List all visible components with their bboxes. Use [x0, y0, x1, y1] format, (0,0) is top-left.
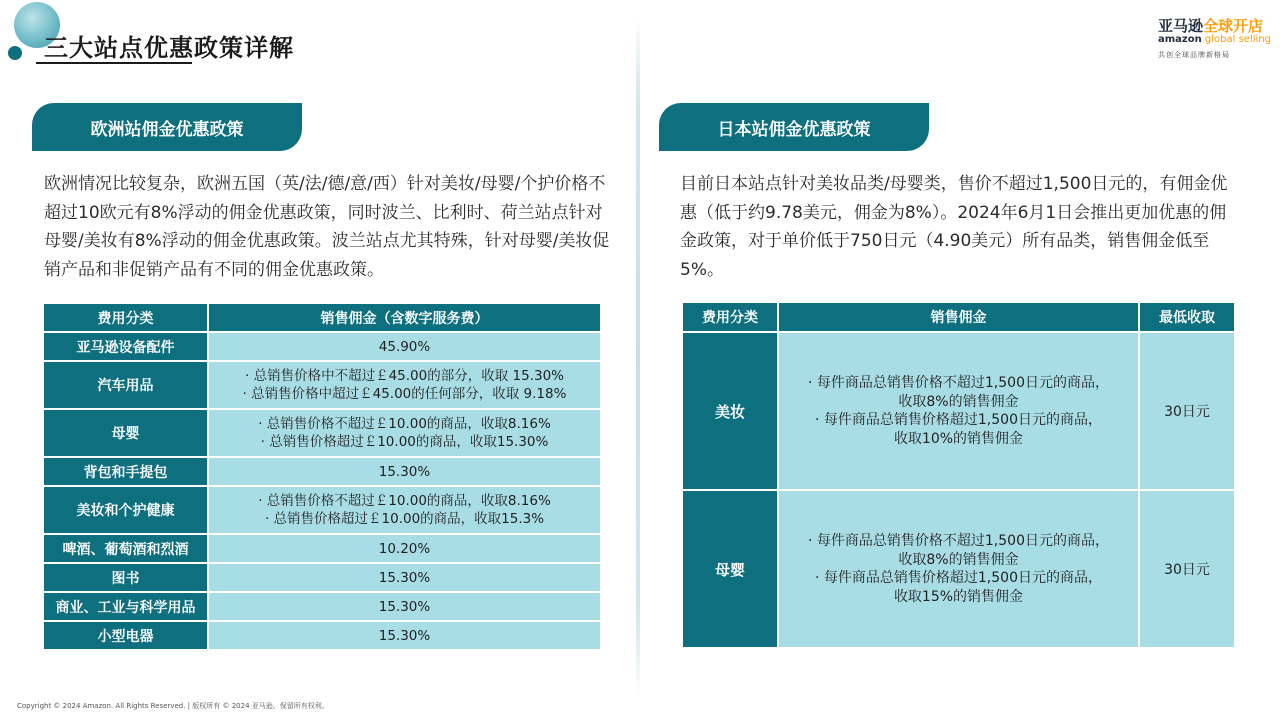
- table-row: [43, 457, 601, 486]
- commission-line: · 每件商品总销售价格超过1,500日元的商品，: [815, 412, 1102, 428]
- japan-commission-table: [681, 301, 1236, 649]
- logo-en-part1: amazon: [1158, 34, 1202, 45]
- column-header-commission: 销售佣金（含数字服务费）: [208, 303, 601, 332]
- commission-line: 收取8%的销售佣金: [898, 551, 1019, 568]
- commission-line: 15.30%: [378, 598, 431, 615]
- row-category: 母婴: [682, 490, 778, 648]
- row-commission: [208, 486, 601, 534]
- row-category: 美妆: [682, 332, 778, 490]
- row-minimum-fee: 30日元: [1139, 332, 1235, 490]
- table-row: [43, 621, 601, 650]
- row-commission: [208, 621, 601, 650]
- commission-line: · 总销售价格超过￡10.00的商品，收取15.30%: [260, 434, 549, 450]
- commission-line: 15.30%: [378, 569, 431, 586]
- row-category: 母婴: [43, 409, 208, 457]
- row-commission: [778, 490, 1139, 648]
- table-row: [43, 361, 601, 409]
- table-row: [43, 486, 601, 534]
- europe-description: 欧洲情况比较复杂，欧洲五国（英/法/德/意/西）针对美妆/母婴/个护价格不超过10欧元有8%浮动的佣金优惠政策，同时波兰、比利时、荷兰站点针对母婴/美妆有8%浮动的佣金优惠政策。波兰站点尤其特殊，针对母婴/美妆促销产品和非促销产品有不同的佣金优惠政策。: [44, 174, 610, 280]
- logo-en-part2: global selling: [1201, 34, 1271, 45]
- row-commission: [208, 361, 601, 409]
- column-header-minimum-fee: 最低收取: [1139, 302, 1235, 332]
- europe-commission-table: [42, 302, 602, 651]
- commission-line: 收取15%的销售佣金: [893, 588, 1024, 605]
- column-header-fee-category: 费用分类: [682, 302, 778, 332]
- row-category: 啤酒、葡萄酒和烈酒: [43, 534, 208, 563]
- row-category: 商业、工业与科学用品: [43, 592, 208, 621]
- commission-line: · 总销售价格中不超过￡45.00的部分，收取 15.30%: [245, 368, 564, 384]
- commission-line: · 总销售价格超过￡10.00的商品，收取15.3%: [264, 511, 545, 527]
- logo-en-text: [1158, 34, 1271, 46]
- copyright-footer: Copyright © 2024 Amazon. All Rights Reserved. | 版权所有 © 2024 亚马逊。保留所有权利。: [17, 702, 329, 710]
- commission-line: 15.30%: [378, 463, 431, 480]
- table-row: [43, 592, 601, 621]
- column-header-commission: 销售佣金: [778, 302, 1139, 332]
- row-category: 小型电器: [43, 621, 208, 650]
- table-header-row: [43, 303, 601, 332]
- commission-line: · 每件商品总销售价格不超过1,500日元的商品，: [808, 533, 1109, 549]
- logo-slogan: 共创全球品牌新格局: [1158, 51, 1230, 59]
- decorative-circle-small: [8, 46, 22, 60]
- column-header-fee-category: 费用分类: [43, 303, 208, 332]
- commission-line: · 每件商品总销售价格超过1,500日元的商品，: [815, 570, 1102, 586]
- europe-section-tab: 欧洲站佣金优惠政策: [32, 103, 302, 151]
- amazon-global-selling-logo: [1158, 17, 1271, 60]
- section-divider: [636, 18, 640, 696]
- logo-cn-part1: 亚马逊: [1158, 17, 1204, 35]
- row-category: 背包和手提包: [43, 457, 208, 486]
- commission-line: 收取8%的销售佣金: [898, 393, 1019, 410]
- table-row: [43, 332, 601, 361]
- row-commission: [208, 409, 601, 457]
- row-commission: [208, 534, 601, 563]
- japan-section-tab: 日本站佣金优惠政策: [659, 103, 929, 151]
- row-minimum-fee: 30日元: [1139, 490, 1235, 648]
- title-underline: [36, 62, 192, 64]
- row-commission: [208, 332, 601, 361]
- table-row: [43, 409, 601, 457]
- row-category: 图书: [43, 563, 208, 592]
- commission-line: · 总销售价格不超过￡10.00的商品，收取8.16%: [258, 416, 551, 432]
- table-row: [43, 563, 601, 592]
- row-commission: [208, 592, 601, 621]
- logo-cn-text: [1158, 18, 1268, 34]
- row-category: 汽车用品: [43, 361, 208, 409]
- table-row: [43, 534, 601, 563]
- commission-line: 10.20%: [378, 540, 431, 557]
- row-commission: [208, 457, 601, 486]
- row-category: 美妆和个护健康: [43, 486, 208, 534]
- table-header-row: [682, 302, 1235, 332]
- table-row: [682, 332, 1235, 490]
- row-commission: [778, 332, 1139, 490]
- table-row: [682, 490, 1235, 648]
- row-commission: [208, 563, 601, 592]
- row-category: 亚马逊设备配件: [43, 332, 208, 361]
- commission-line: · 每件商品总销售价格不超过1,500日元的商品，: [808, 375, 1109, 391]
- commission-line: 45.90%: [378, 338, 431, 355]
- commission-line: · 总销售价格中超过￡45.00的任何部分，收取 9.18%: [242, 386, 567, 402]
- commission-line: 15.30%: [378, 627, 431, 644]
- commission-line: 收取10%的销售佣金: [893, 430, 1024, 447]
- japan-description: 目前日本站点针对美妆品类/母婴类，售价不超过1,500日元的，有佣金优惠（低于约9.78美元，佣金为8%）。2024年6月1日会推出更加优惠的佣金政策，对于单价低于750日元（4.90美元）所有品类，销售佣金低至5%。: [680, 174, 1228, 280]
- logo-cn-part2: 全球开店: [1203, 17, 1264, 35]
- page-title: 三大站点优惠政策详解: [44, 34, 294, 62]
- commission-line: · 总销售价格不超过￡10.00的商品，收取8.16%: [258, 493, 551, 509]
